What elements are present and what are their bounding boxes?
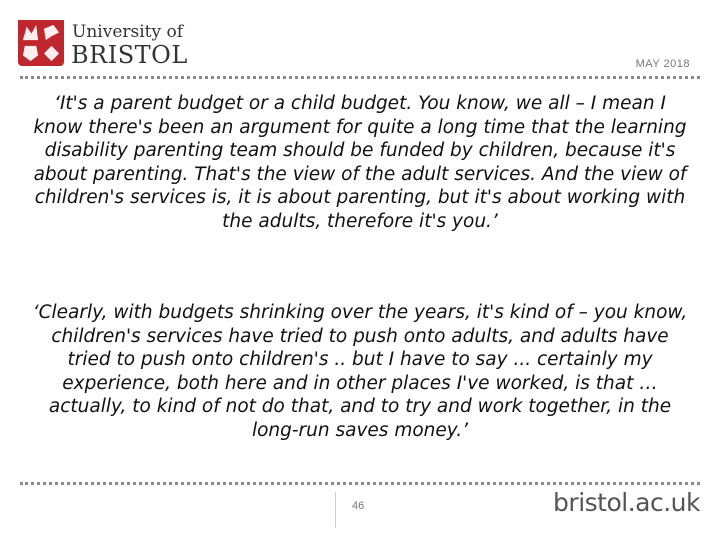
- logo-text-university: University of: [72, 22, 184, 42]
- top-dotted-divider: [20, 76, 700, 79]
- footer-divider: [335, 492, 336, 528]
- page-number: 46: [352, 500, 365, 512]
- crest-icon: [18, 20, 64, 66]
- slide-date: MAY 2018: [635, 58, 690, 70]
- logo-text-bristol: BRISTOL: [71, 41, 188, 69]
- university-logo: [18, 20, 188, 69]
- quote-text: ‘It's a parent budget or a child budget. You know, we all – I mean I know there's been an argument for quite a long time that the learning disability parenting team should be funded by children, because it's about parenting. That's the view of the adult services. And the view of children's services is, it is about parenting, but it's about working with the adults, therefore it's you.’: [33, 93, 687, 232]
- bottom-dotted-divider: [20, 482, 700, 485]
- website-url: bristol.ac.uk: [553, 488, 700, 517]
- quote-text: ‘Clearly, with budgets shrinking over the years, it's kind of – you know, children's services have tried to push onto adults, and adults have tried to push onto children's .. but I have to say ... certainly my experience, both here and in other places I've worked, is that … actually, to kind of not do that, and to try and work together, in the long-run saves money.’: [32, 302, 688, 441]
